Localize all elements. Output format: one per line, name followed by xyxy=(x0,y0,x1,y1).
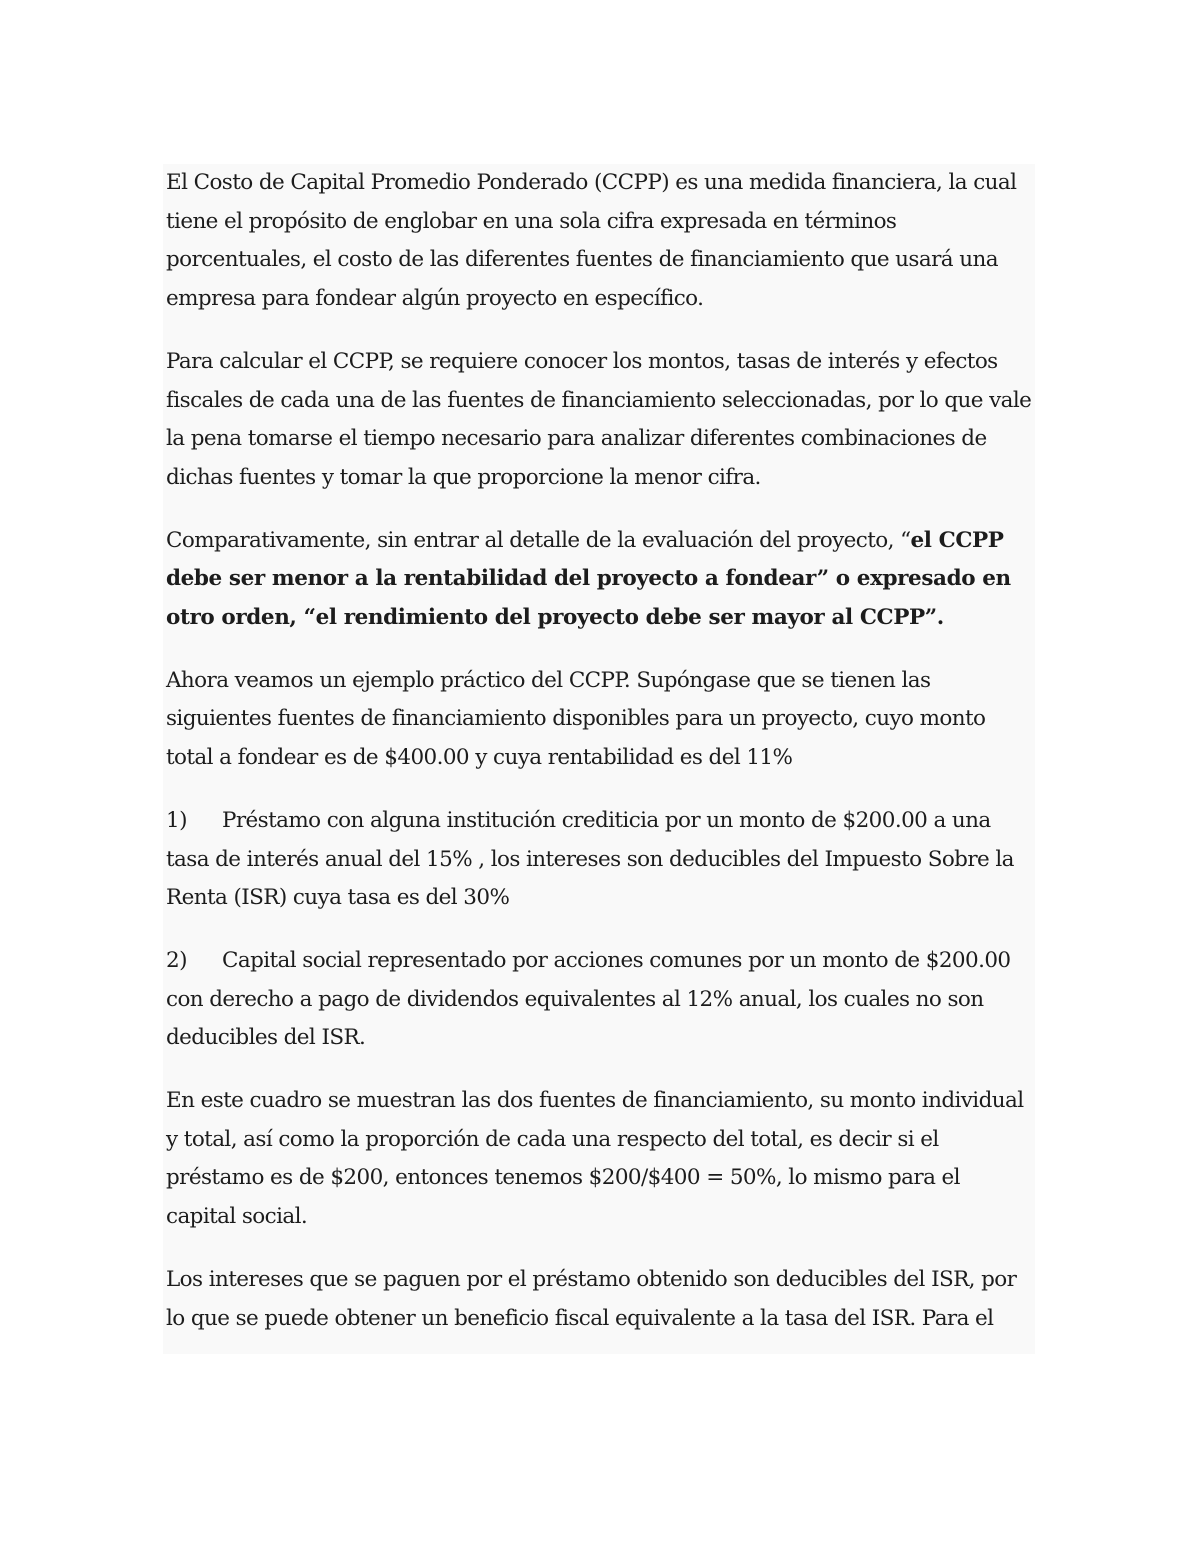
list-item-number: 1) xyxy=(166,807,187,833)
paragraph-tax-benefit: Los intereses que se paguen por el préstamo obtenido son deducibles del ISR, por lo que se puede obtener un beneficio fiscal equivalente a la tasa del ISR. Para el xyxy=(166,1266,1017,1331)
paragraph-example-intro: Ahora veamos un ejemplo práctico del CCPP. Supóngase que se tienen las siguientes fuentes de financiamiento disponibles para un proyecto, cuyo monto total a fondear es de $400.00 y cuya rentabilidad es del 11% xyxy=(166,667,986,771)
list-item-text: Capital social representado por acciones comunes por un monto de $200.00 con derecho a pago de dividendos equivalentes al 12% anual, los cuales no son deducibles del ISR. xyxy=(166,947,1011,1051)
list-item-text: Préstamo con alguna institución crediticia por un monto de $200.00 a una tasa de interés anual del 15% , los intereses son deducibles del Impuesto Sobre la Renta (ISR) cuya tasa es del 30% xyxy=(166,807,1014,911)
list-item-number: 2) xyxy=(166,947,187,973)
paragraph-comparison xyxy=(163,522,1035,638)
document-text-block xyxy=(163,164,1035,1354)
list-item-loan xyxy=(163,802,1035,918)
list-item-capital xyxy=(163,942,1035,1058)
comparison-bold-text: el CCPP debe ser menor a la rentabilidad del proyecto a fondear” o expresado en otro orden, “el rendimiento del proyecto debe ser mayor al CCPP”. xyxy=(166,527,1011,631)
paragraph-table-explanation: En este cuadro se muestran las dos fuentes de financiamiento, su monto individual y total, así como la proporción de cada una respecto del total, es decir si el préstamo es de $200, entonces tenemos $200/$400 = 50%, lo mismo para el capital social. xyxy=(166,1088,1024,1230)
paragraph-ccpp-calculation: Para calcular el CCPP, se requiere conocer los montos, tasas de interés y efectos fiscales de cada una de las fuentes de financiamiento seleccionadas, por lo que vale la pena tomarse el tiempo necesario para analizar diferentes combinaciones de dichas fuentes y tomar la que proporcione la menor cifra. xyxy=(166,348,1032,490)
paragraph-ccpp-definition: El Costo de Capital Promedio Ponderado (CCPP) es una medida financiera, la cual tiene el propósito de englobar en una sola cifra expresada en términos porcentuales, el costo de las diferentes fuentes de financiamiento que usará una empresa para fondear algún proyecto en específico. xyxy=(166,170,1017,312)
comparison-lead-text: Comparativamente, sin entrar al detalle de la evaluación del proyecto, “ xyxy=(166,527,911,553)
